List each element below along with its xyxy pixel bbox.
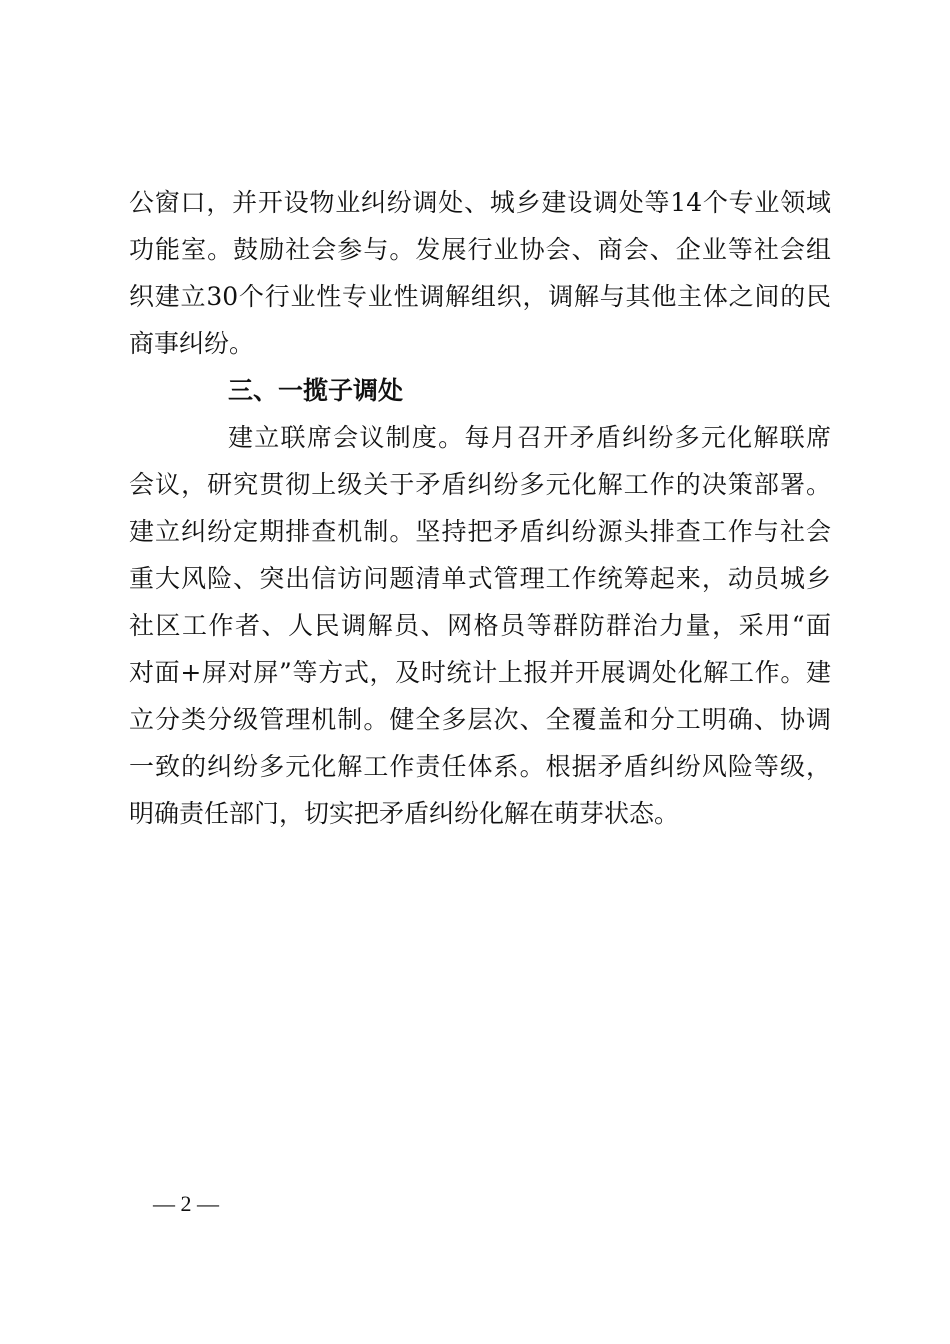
- paragraph-line: 明确责任部门，切实把矛盾纠纷化解在萌芽状态。: [129, 799, 680, 828]
- page-number: — 2 —: [153, 1191, 219, 1216]
- paragraph-line: 功能室。鼓励社会参与。发展行业协会、商会、企业等社会组: [129, 235, 831, 264]
- section-heading: 三、一揽子调处: [228, 376, 404, 405]
- paragraph-line: 立分类分级管理机制。健全多层次、全覆盖和分工明确、协调: [129, 705, 831, 734]
- paragraph-line: 商事纠纷。: [129, 329, 255, 358]
- paragraph-line: 会议，研究贯彻上级关于矛盾纠纷多元化解工作的决策部署。: [129, 470, 831, 499]
- paragraph-line: 重大风险、突出信访问题清单式管理工作统筹起来，动员城乡: [129, 564, 831, 593]
- paragraph-line: 一致的纠纷多元化解工作责任体系。根据矛盾纠纷风险等级，: [129, 752, 831, 781]
- paragraph-line: 公窗口，并开设物业纠纷调处、城乡建设调处等14个专业领域: [129, 188, 831, 217]
- paragraph-line: 织建立30个行业性专业性调解组织，调解与其他主体之间的民: [129, 282, 831, 311]
- paragraph-line: 建立联席会议制度。每月召开矛盾纠纷多元化解联席: [228, 423, 831, 452]
- paragraph-line: 社区工作者、人民调解员、网格员等群防群治力量，采用“面: [129, 611, 831, 640]
- paragraph-line: 建立纠纷定期排查机制。坚持把矛盾纠纷源头排查工作与社会: [129, 517, 831, 546]
- paragraph-line: 对面+屏对屏”等方式，及时统计上报并开展调处化解工作。建: [129, 658, 831, 687]
